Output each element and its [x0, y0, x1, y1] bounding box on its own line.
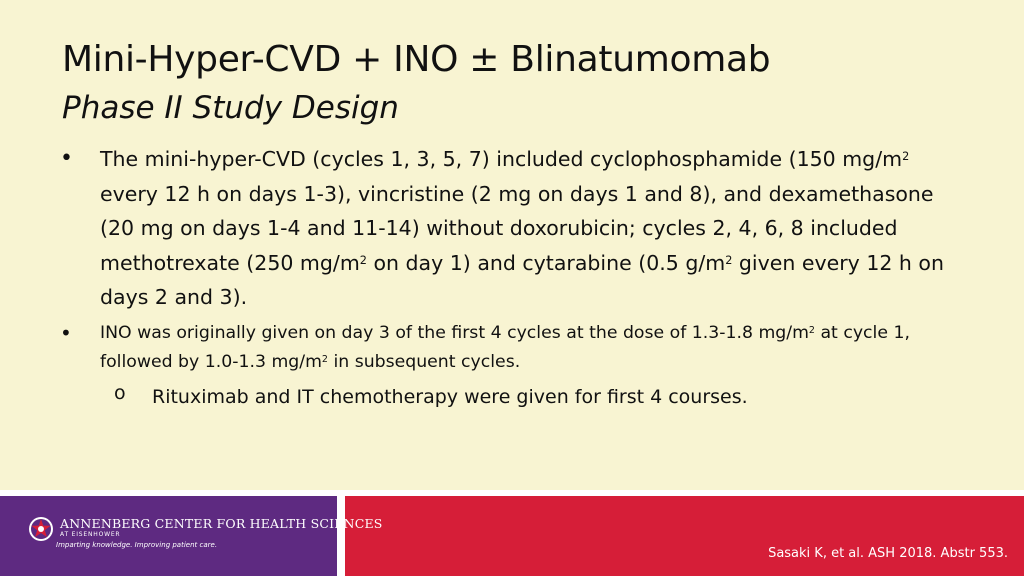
sub-bullet-marker: o — [114, 381, 126, 404]
slide-title: Mini-Hyper-CVD + INO ± Blinatumomab — [62, 39, 771, 80]
logo-tagline: Imparting knowledge. Improving patient care. — [56, 541, 218, 549]
bullet-list — [60, 142, 960, 411]
bullet-text: The mini-hyper-CVD (cycles 1, 3, 5, 7) included cyclophosphamide (150 $mg/m^2$ every 12 h on days 1-3), vincristine (2 mg on days 1 and 8), and dexamethasone (20 mg on days 1-4 and 11-14) without doxorubicin; cycles 2, 4, 6, 8 included methotrexate (250 $mg/m^2$ on day 1) and cytarabine (0.5 $g/m^2$ given every 12 h on days 2 and 3). — [100, 147, 944, 309]
sub-bullet-rituximab — [60, 383, 960, 411]
slide-subtitle: Phase II Study Design — [62, 90, 399, 126]
citation: Sasaki K, et al. ASH 2018. Abstr 553. — [768, 546, 1008, 561]
bullet-mini-hyper-cvd — [60, 142, 960, 315]
footer-citation-panel — [345, 496, 1024, 576]
bullet-text: INO was originally given on day 3 of the first 4 cycles at the dose of 1.3-1.8 $mg/m^2$ at cycle 1, followed by 1.0-1.3 $mg/m^2$ in subsequent cycles. — [100, 322, 910, 372]
logo-subname: AT EISENHOWER — [60, 531, 121, 538]
bullet-marker: • — [60, 146, 73, 171]
footer-gap — [337, 496, 345, 576]
sub-bullet-text: Rituximab and IT chemotherapy were given for first 4 courses. — [152, 385, 748, 408]
bullet-ino-dosing — [60, 319, 960, 377]
logo-name: ANNENBERG CENTER FOR HEALTH SCIENCES — [60, 516, 383, 531]
star-emblem-icon — [28, 516, 54, 542]
bullet-marker: • — [60, 320, 72, 345]
